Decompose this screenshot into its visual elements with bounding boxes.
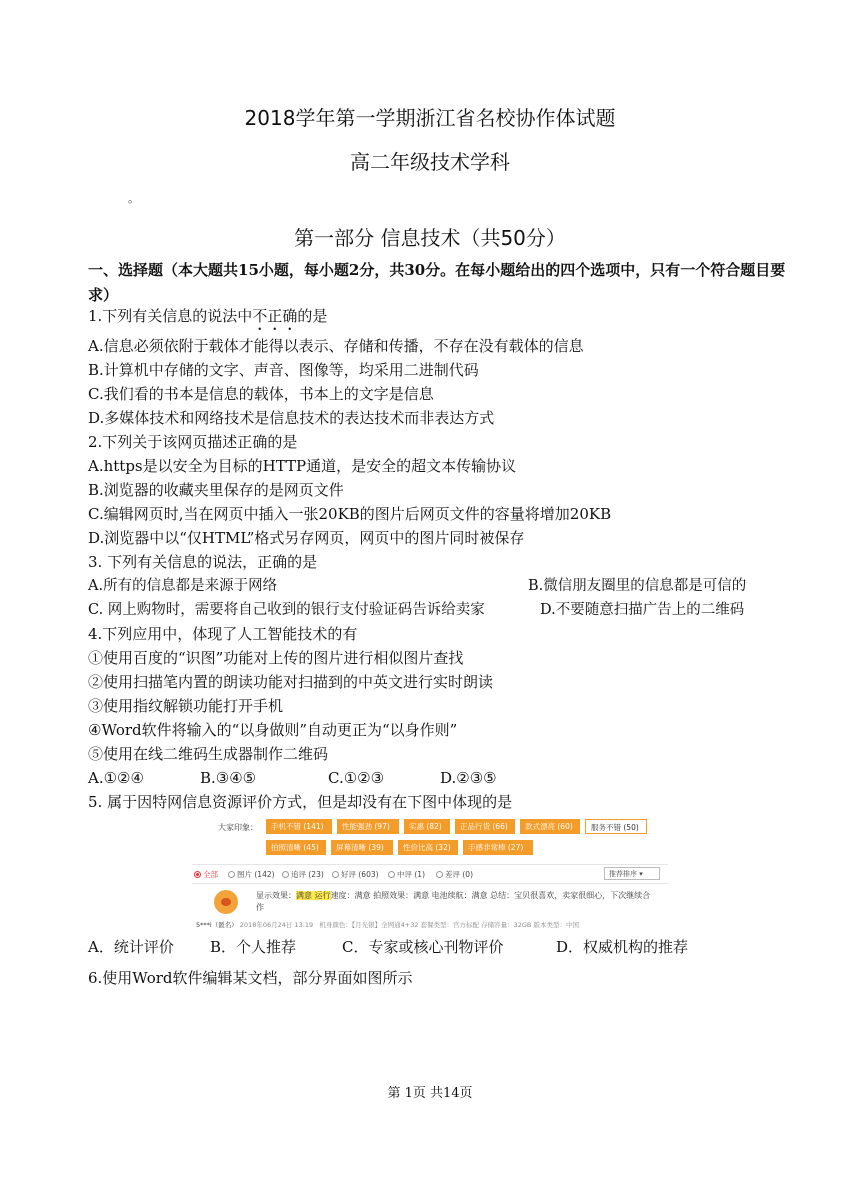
q4-item-2: ②使用扫描笔内置的朗读功能对扫描到的中英文进行实时朗读 bbox=[88, 673, 494, 691]
exam-subtitle: 高二年级技术学科 bbox=[350, 150, 510, 174]
q4-item-3: ③使用指纹解锁功能打开手机 bbox=[88, 697, 284, 715]
q4-option-a: A.①②④ bbox=[88, 769, 144, 787]
question-5-stem: 5. 属于因特网信息资源评价方式，但是却没有在下图中体现的是 bbox=[88, 793, 513, 811]
q1-stem-pre: 1.下列有关信息的说法中 bbox=[88, 307, 253, 325]
review-meta: 5***i（匿名） 2018年06月24日 13:19 机身颜色：【月光银】全网通4+32 套餐类型：官方标配 存储容量：32GB 版本类型：中国 bbox=[196, 921, 579, 929]
question-6-stem: 6.使用Word软件编辑某文档，部分界面如图所示 bbox=[88, 969, 413, 987]
filter-neutral: 中评 (1) bbox=[388, 869, 425, 880]
q3-option-b: B.微信朋友圈里的信息都是可信的 bbox=[528, 578, 747, 594]
q1-option-c: C.我们看的书本是信息的载体，书本上的文字是信息 bbox=[88, 385, 434, 403]
radio-icon bbox=[436, 871, 443, 878]
user-avatar bbox=[214, 890, 238, 914]
impression-tag: 实惠 (82) bbox=[404, 819, 450, 834]
radio-icon bbox=[332, 871, 339, 878]
q3-option-a: A.所有的信息都是来源于网络 bbox=[88, 578, 278, 594]
question-3-stem: 3. 下列有关信息的说法，正确的是 bbox=[88, 553, 318, 571]
question-1-stem bbox=[88, 306, 327, 334]
impression-tag: 正品行货 (66) bbox=[455, 819, 515, 834]
question-2-stem: 2.下列关于该网页描述正确的是 bbox=[88, 433, 298, 451]
filter-images: 图片 (142) bbox=[228, 869, 275, 880]
q1-stem-emphasis: 不正确 bbox=[252, 307, 298, 325]
exam-title: 2018学年第一学期浙江省名校协作体试题 bbox=[244, 106, 616, 130]
q1-option-d: D.多媒体技术和网络技术是信息技术的表达技术而非表达方式 bbox=[88, 409, 495, 427]
q4-option-b: B.③④⑤ bbox=[200, 769, 257, 787]
stray-mark: 。 bbox=[128, 192, 139, 205]
q5-option-b: B．个人推荐 bbox=[210, 938, 297, 956]
impression-tag: 手感非常棒 (27) bbox=[463, 840, 533, 855]
q1-stem-post: 的是 bbox=[297, 307, 328, 325]
q4-item-4: ④Word软件将输入的“以身做则”自动更正为“以身作则” bbox=[88, 721, 458, 739]
filter-positive: 好评 (603) bbox=[332, 869, 379, 880]
q4-option-c: C.①②③ bbox=[328, 769, 385, 787]
q3-option-d: D.不要随意扫描广告上的二维码 bbox=[540, 602, 745, 618]
q4-item-1: ①使用百度的“识图”功能对上传的图片进行相似图片查找 bbox=[88, 649, 464, 667]
filter-followup: 追评 (23) bbox=[282, 869, 324, 880]
q1-option-a: A.信息必须依附于载体才能得以表示、存储和传播，不存在没有载体的信息 bbox=[88, 337, 584, 355]
radio-icon bbox=[282, 871, 289, 878]
sort-dropdown: 推荐排序 ▾ bbox=[604, 867, 660, 880]
impression-tag: 款式漂亮 (60) bbox=[520, 819, 580, 834]
part-title: 第一部分 信息技术（共50分） bbox=[294, 226, 566, 250]
review-text: 显示效果：满意 运行速度：满意 拍照效果：满意 电池续航：满意 总结：宝贝很喜欢，卖家很细心，下次继续合作 bbox=[256, 891, 651, 912]
q2-option-b: B.浏览器的收藏夹里保存的是网页文件 bbox=[88, 481, 344, 499]
impression-tag: 拍照清晰 (45) bbox=[266, 840, 326, 855]
q2-option-c: C.编辑网页时,当在网页中插入一张20KB的图片后网页文件的容量将增加20KB bbox=[88, 505, 612, 523]
radio-icon bbox=[194, 871, 201, 878]
section-heading: 一、选择题（本大题共15小题，每小题2分，共30分。在每小题给出的四个选项中，只有一个符合题目要求） bbox=[88, 261, 786, 304]
q5-option-d: D．权威机构的推荐 bbox=[556, 938, 689, 956]
filter-negative: 差评 (0) bbox=[436, 869, 473, 880]
filter-all: 全部 bbox=[194, 869, 218, 880]
product-review-screenshot bbox=[192, 814, 668, 932]
impression-tag: 性价比高 (32) bbox=[398, 840, 458, 855]
question-4-stem: 4.下列应用中，体现了人工智能技术的有 bbox=[88, 625, 358, 643]
impression-tag: 屏幕清晰 (39) bbox=[331, 840, 393, 855]
q4-item-5: ⑤使用在线二维码生成器制作二维码 bbox=[88, 745, 329, 763]
impression-label: 大家印象： bbox=[218, 823, 258, 832]
q3-option-c: C. 网上购物时，需要将自己收到的银行支付验证码告诉给卖家 bbox=[88, 602, 485, 618]
q1-option-b: B.计算机中存储的文字、声音、图像等，均采用二进制代码 bbox=[88, 361, 479, 379]
radio-icon bbox=[388, 871, 395, 878]
chevron-down-icon: ▾ bbox=[639, 870, 643, 878]
q4-option-d: D.②③⑤ bbox=[440, 769, 497, 787]
impression-tag: 手机不错 (141) bbox=[266, 819, 332, 834]
q2-option-a: A.https是以安全为目标的HTTP通道，是安全的超文本传输协议 bbox=[88, 457, 517, 475]
review-filter-bar bbox=[192, 864, 668, 884]
radio-icon bbox=[228, 871, 235, 878]
impression-tag: 性能强劲 (97) bbox=[337, 819, 399, 834]
q2-option-d: D.浏览器中以“仅HTML”格式另存网页，网页中的图片同时被保存 bbox=[88, 529, 525, 547]
q5-option-a: A．统计评价 bbox=[88, 938, 174, 956]
impression-tag: 服务不错 (50) bbox=[585, 819, 647, 834]
q5-option-c: C．专家或核心刊物评价 bbox=[342, 938, 504, 956]
page-footer: 第 1页 共14页 bbox=[387, 1086, 473, 1101]
